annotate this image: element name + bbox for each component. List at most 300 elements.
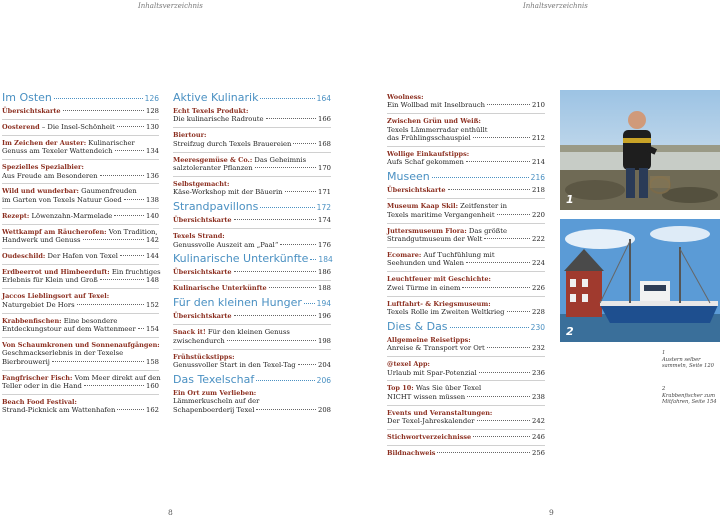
toc-entry[interactable]: [387, 150, 545, 167]
dot-leader: [467, 396, 530, 397]
entry-label: Ein Ort zum Verlieben:: [173, 388, 257, 397]
toc-column-2: [173, 91, 331, 418]
entry-page-number: 144: [146, 251, 159, 260]
dot-leader: [448, 189, 530, 190]
entry-divider: [387, 198, 545, 199]
toc-entry[interactable]: [387, 336, 545, 353]
entry-label: Biertour:: [173, 131, 207, 140]
toc-entry[interactable]: [387, 449, 545, 457]
dot-leader: [507, 311, 530, 312]
toc-entry[interactable]: [173, 156, 331, 173]
entry-page-number: 232: [532, 344, 545, 353]
toc-section-heading[interactable]: [173, 296, 331, 309]
toc-entry[interactable]: [387, 202, 545, 219]
entry-first-line: [173, 353, 331, 361]
entry-line-text: Texels maritime Vergangenheit: [387, 210, 495, 219]
photo-oyster-gatherer: [560, 90, 720, 210]
toc-section-heading[interactable]: [387, 320, 545, 333]
entry-first-line: [387, 202, 545, 210]
entry-last-line: [2, 196, 159, 204]
toc-entry[interactable]: [2, 374, 159, 391]
toc-entry[interactable]: [173, 353, 331, 370]
entry-page-number: 170: [318, 164, 331, 173]
toc-entry[interactable]: [173, 328, 331, 345]
section-title: Museen: [387, 170, 430, 184]
entry-line-text: Handwerk und Genuss: [2, 236, 81, 245]
entry-first-line: [387, 409, 545, 417]
entry-line-text: Naturgebiet De Hors: [2, 300, 75, 309]
entry-first-line: [387, 275, 545, 283]
entry-first-line: [387, 300, 545, 308]
entry-page-number: 204: [318, 360, 331, 369]
toc-entry[interactable]: [387, 433, 545, 441]
entry-label: Selbstgemacht:: [173, 179, 230, 188]
entry-label: Übersichtskarte: [173, 268, 232, 277]
dot-leader: [266, 118, 317, 119]
entry-first-line: [387, 360, 545, 368]
entry-page-number: 222: [532, 234, 545, 243]
dot-leader: [473, 436, 530, 437]
dot-leader: [285, 191, 316, 192]
caption-line: Mitfahren, Seite 154: [662, 399, 717, 405]
entry-line-text: Erlebnis für Klein und Groß: [2, 276, 98, 285]
entry-line-text: Aus Freude am Besonderen: [2, 171, 98, 180]
entry-divider: [2, 159, 159, 160]
entry-line-text: Bierbrouwerij: [2, 357, 50, 366]
toc-entry[interactable]: [387, 251, 545, 268]
entry-text: Für den kleinen Genuss: [207, 328, 290, 337]
entry-label: Woolness:: [387, 93, 424, 101]
entry-label: Oosterend: [2, 122, 40, 131]
entry-first-line: [173, 131, 331, 139]
entry-last-line: [2, 172, 159, 180]
entry-page-number: 228: [532, 307, 545, 316]
entry-page-number: 198: [318, 336, 331, 345]
entry-page-number: 220: [532, 210, 545, 219]
entry-page-number: 188: [318, 284, 331, 293]
entry-last-line: [2, 147, 159, 155]
entry-last-line: [173, 406, 331, 414]
section-title: Aktive Kulinarik: [173, 91, 259, 104]
entry-divider: [2, 208, 159, 209]
entry-page-number: 162: [146, 406, 159, 415]
entry-last-line: [2, 325, 159, 333]
entry-first-line: [2, 374, 159, 382]
toc-section-heading[interactable]: [2, 91, 159, 104]
toc-entry[interactable]: [173, 232, 331, 249]
entry-single-line: [387, 186, 545, 194]
dot-leader: [466, 161, 530, 162]
toc-entry[interactable]: [387, 300, 545, 317]
entry-line-text: Genussvolle Auszeit am „Paal“: [173, 240, 279, 249]
photo-caption-2: [662, 386, 720, 406]
entry-label: Übersichtskarte: [173, 216, 232, 225]
entry-first-line: [173, 389, 331, 397]
toc-entry[interactable]: [173, 284, 331, 292]
toc-section-heading[interactable]: [173, 373, 331, 386]
entry-divider: [173, 324, 331, 325]
entry-line-text: Genuss am Texeler Wattendeich: [2, 147, 113, 156]
entry-label: Echt Texels Produkt:: [173, 107, 249, 115]
toc-entry[interactable]: [2, 123, 159, 131]
entry-last-line: [173, 241, 331, 249]
entry-page-number: 130: [146, 122, 159, 131]
entry-divider: [387, 445, 545, 446]
entry-page-number: 246: [532, 433, 545, 442]
entry-divider: [173, 152, 331, 153]
running-header-right: Inhaltsverzeichnis: [523, 2, 588, 10]
entry-last-line: [387, 211, 545, 219]
entry-divider: [2, 119, 159, 120]
entry-label: Top 10:: [387, 384, 414, 393]
entry-line-text: Seehunden und Walen: [387, 259, 465, 268]
entry-label: Bildnachweis: [387, 448, 436, 457]
toc-entry[interactable]: [2, 212, 159, 220]
entry-page-number: 140: [146, 211, 159, 220]
toc-entry[interactable]: [173, 107, 331, 124]
entry-line-text: Ein Wollbad mit Inselbrauch: [387, 101, 486, 110]
entry-text: Das größte: [468, 226, 508, 235]
section-page-number: 230: [530, 322, 545, 332]
entry-text: Auf Tuchfühlung mit: [423, 250, 495, 259]
entry-divider: [2, 394, 159, 395]
entry-divider: [173, 228, 331, 229]
entry-line-text: Der Texel-Jahreskalender: [387, 417, 475, 426]
entry-line-text: zwischendurch: [173, 336, 225, 345]
entry-label: Meeresgemüse & Co.:: [173, 155, 253, 164]
entry-page-number: 224: [532, 259, 545, 268]
entry-line-text: das Frühlingsschauspiel: [387, 134, 471, 143]
dot-leader: [227, 340, 316, 341]
entry-last-line: [2, 301, 159, 309]
entry-single-line: [387, 433, 545, 441]
section-title: Für den kleinen Hunger: [173, 296, 302, 310]
entry-page-number: 166: [318, 115, 331, 124]
entry-divider: [2, 288, 159, 289]
entry-label: Events und Veranstaltungen:: [387, 408, 493, 417]
entry-divider: [387, 356, 545, 357]
caption-line: Krabbenfischer zum: [662, 392, 716, 399]
entry-first-line: [173, 156, 331, 164]
entry-divider: [2, 183, 159, 184]
dot-leader: [100, 175, 145, 176]
section-page-number: 172: [316, 203, 331, 213]
section-page-number: 184: [318, 255, 333, 265]
entry-single-line: [173, 284, 331, 292]
dot-leader: [63, 110, 144, 111]
entry-divider: [387, 296, 545, 297]
entry-text: Kulinarischer: [88, 138, 135, 147]
entry-line: Texels Lämmerradar enthüllt: [387, 125, 488, 134]
entry-first-line: [173, 180, 331, 188]
entry-page-number: 148: [146, 276, 159, 285]
entry-page-number: 134: [146, 147, 159, 156]
entry-page-number: 210: [532, 101, 545, 110]
entry-first-line: [387, 93, 545, 101]
entry-divider: [387, 247, 545, 248]
entry-label: Texels Strand:: [173, 232, 225, 241]
dot-leader: [437, 452, 530, 453]
dot-leader: [255, 167, 316, 168]
toc-entry[interactable]: [387, 227, 545, 244]
entry-page-number: 238: [532, 392, 545, 401]
toc-column-3: [387, 93, 545, 461]
entry-last-line: [2, 236, 159, 244]
dot-leader: [234, 271, 316, 272]
entry-first-line: [387, 336, 545, 344]
dot-leader: [466, 262, 530, 263]
dot-leader: [84, 385, 144, 386]
entry-label: Frühstückstipps:: [173, 352, 235, 361]
entry-divider: [387, 271, 545, 272]
entry-divider: [2, 135, 159, 136]
running-header-left: Inhaltsverzeichnis: [138, 2, 203, 10]
entry-divider: [173, 349, 331, 350]
toc-entry[interactable]: [387, 93, 545, 110]
entry-line-text: Die kulinarische Radroute: [173, 115, 264, 124]
dot-leader: [54, 98, 143, 99]
oyster-gatherer-image: [560, 90, 720, 210]
toc-section-heading[interactable]: [173, 252, 331, 265]
dot-leader: [304, 303, 315, 304]
entry-page-number: 226: [532, 283, 545, 292]
dot-leader: [115, 150, 144, 151]
section-page-number: 216: [530, 173, 545, 183]
entry-line-text: Zwei Türme in einem: [387, 283, 461, 292]
toc-entry[interactable]: [2, 398, 159, 415]
entry-last-line: [2, 276, 159, 284]
entry-label: Fangfrischer Fisch:: [2, 373, 73, 382]
section-title: Das Texelschaf: [173, 372, 255, 386]
entry-label: Rezept:: [2, 211, 30, 220]
entry-last-line: [173, 188, 331, 196]
entry-page-number: 152: [146, 300, 159, 309]
entry-first-line: [173, 328, 331, 336]
entry-last-line: [387, 284, 545, 292]
dot-leader: [260, 207, 314, 208]
entry-page-number: 171: [318, 188, 331, 197]
entry-page-number: 128: [146, 107, 159, 115]
entry-text: Von Tradition,: [108, 227, 158, 236]
toc-entry[interactable]: [2, 252, 159, 260]
entry-page-number: 136: [146, 171, 159, 180]
entry-page-number: 186: [318, 268, 331, 277]
entry-single-line: [173, 216, 331, 224]
entry-line-text: Urlaub mit Spar-Potenzial: [387, 368, 477, 377]
toc-entry[interactable]: [2, 292, 159, 309]
entry-single-line: [387, 449, 545, 457]
dot-leader: [83, 239, 144, 240]
toc-entry[interactable]: [2, 228, 159, 245]
entry-label: Krabbenfischen:: [2, 316, 62, 325]
entry-text: Das Geheimnis: [254, 155, 307, 164]
toc-entry[interactable]: [2, 187, 159, 204]
entry-page-number: 174: [318, 216, 331, 225]
entry-line-text: salztoleranter Pflanzen: [173, 164, 253, 173]
toc-column-1: [2, 91, 159, 418]
entry-first-line: [387, 150, 545, 158]
entry-single-line: [2, 123, 159, 131]
entry-label: Spezielles Spezialbier:: [2, 163, 84, 172]
toc-entry[interactable]: [173, 312, 331, 320]
entry-text: Der Hafen von Texel: [47, 251, 118, 260]
entry-line: Geschmackserlebnis in der Texelse: [2, 349, 124, 358]
entry-first-line: [2, 187, 159, 195]
toc-entry[interactable]: [173, 216, 331, 224]
caption-number: 1: [662, 350, 666, 356]
entry-label: Übersichtskarte: [173, 312, 232, 321]
entry-text: Was Sie über Texel: [415, 384, 482, 393]
dot-leader: [117, 126, 144, 127]
dot-leader: [269, 287, 316, 288]
entry-first-line: [387, 251, 545, 259]
toc-entry[interactable]: [2, 268, 159, 285]
entry-last-line: [173, 140, 331, 148]
dot-leader: [487, 104, 530, 105]
entry-last-line: [387, 134, 545, 142]
toc-entry[interactable]: [387, 117, 545, 142]
entry-first-line: [2, 317, 159, 325]
entry-divider: [2, 337, 159, 338]
entry-page-number: 256: [532, 448, 545, 457]
entry-divider: [2, 370, 159, 371]
entry-text: Eine besondere: [63, 316, 118, 325]
entry-page-number: 142: [146, 236, 159, 245]
toc-entry[interactable]: [2, 317, 159, 334]
toc-entry[interactable]: [2, 107, 159, 115]
entry-page-number: 158: [146, 357, 159, 366]
toc-entry[interactable]: [173, 389, 331, 414]
entry-label: Leuchtfeuer mit Geschichte:: [387, 275, 491, 284]
dot-leader: [77, 304, 144, 305]
caption-number: 2: [662, 386, 666, 392]
entry-page-number: 196: [318, 312, 331, 321]
entry-line-text: Anreise & Transport vor Ort: [387, 344, 485, 353]
toc-entry[interactable]: [387, 384, 545, 401]
entry-last-line: [387, 344, 545, 352]
entry-label: Von Schaumkronen und Sonnenaufgängen:: [2, 340, 160, 349]
entry-divider: [387, 405, 545, 406]
toc-entry[interactable]: [387, 186, 545, 194]
entry-label: Erdbeerrot und Himbeerduft:: [2, 267, 110, 276]
entry-line-text: im Garten von Texels Natuur Goed: [2, 195, 122, 204]
entry-single-line: [2, 212, 159, 220]
section-title: Strandpavillons: [173, 200, 259, 214]
entry-line-text: NICHT wissen müssen: [387, 392, 466, 401]
entry-last-line: [173, 115, 331, 123]
dot-leader: [298, 364, 316, 365]
entry-page-number: 212: [532, 134, 545, 143]
toc-section-heading[interactable]: [173, 200, 331, 213]
entry-page-number: 160: [146, 381, 159, 390]
dot-leader: [280, 244, 316, 245]
caption-line: Austern selber: [662, 356, 701, 363]
harbour-boat-image: [560, 219, 720, 342]
entry-label: Übersichtskarte: [2, 107, 61, 115]
entry-first-line: [173, 107, 331, 115]
entry-first-line: [2, 139, 159, 147]
entry-label: @texel App:: [387, 360, 430, 369]
toc-entry[interactable]: [2, 341, 159, 366]
entry-last-line: [2, 358, 159, 366]
toc-section-heading[interactable]: [173, 91, 331, 104]
dot-leader: [52, 361, 144, 362]
entry-page-number: 242: [532, 417, 545, 426]
entry-label: Wild und wunderbar:: [2, 187, 79, 196]
dot-leader: [234, 219, 316, 220]
entry-divider: [387, 223, 545, 224]
toc-entry[interactable]: [387, 360, 545, 377]
entry-line-text: Käse-Workshop mit der Bäuerin: [173, 188, 283, 197]
entry-last-line: [387, 417, 545, 425]
entry-label: Wettkampf am Räucherofen:: [2, 227, 107, 236]
toc-entry[interactable]: [173, 180, 331, 197]
entry-label: Luftfahrt- & Kriegsmuseum:: [387, 299, 491, 308]
entry-line-text: Aufs Schaf gekommen: [387, 158, 464, 167]
entry-last-line: [2, 382, 159, 390]
toc-entry[interactable]: [2, 163, 159, 180]
entry-divider: [387, 113, 545, 114]
dot-leader: [124, 199, 144, 200]
section-page-number: 164: [316, 94, 331, 103]
entry-label: Allgemeine Reisetipps:: [387, 335, 471, 344]
page-number-left: 8: [168, 508, 173, 517]
dot-leader: [234, 315, 316, 316]
entry-page-number: 236: [532, 368, 545, 377]
entry-first-line: [2, 341, 159, 349]
entry-page-number: 218: [532, 186, 545, 195]
entry-label: Jaccos Lieblingsort auf Texel:: [2, 292, 110, 301]
dot-leader: [260, 98, 314, 99]
entry-label: Zwischen Grün und Weiß:: [387, 117, 481, 126]
toc-entry[interactable]: [387, 275, 545, 292]
caption-line: sammeln, Seite 120: [662, 363, 714, 369]
entry-label: Wollige Einkaufstipps:: [387, 150, 470, 159]
entry-first-line: [387, 227, 545, 235]
dot-leader: [497, 214, 530, 215]
entry-line-text: Texels Rolle im Zweiten Weltkrieg: [387, 307, 505, 316]
dot-leader: [138, 328, 144, 329]
entry-label: Kulinarische Unterkünfte: [173, 284, 267, 293]
section-title: Dies & Das: [387, 319, 448, 333]
entry-label: Stichwortverzeichnisse: [387, 433, 472, 442]
entry-single-line: [2, 107, 159, 115]
toc-section-heading[interactable]: [387, 170, 545, 183]
entry-last-line: [173, 361, 331, 369]
toc-entry[interactable]: [387, 409, 545, 426]
entry-first-line: [387, 117, 545, 125]
entry-last-line: [387, 308, 545, 316]
photo-badge-2: 2: [566, 325, 574, 338]
entry-first-line: [2, 292, 159, 300]
entry-line-text: Strand-Picknick am Wattenhafen: [2, 406, 116, 415]
toc-entry[interactable]: [173, 268, 331, 276]
entry-label: Juttersmuseum Flora:: [387, 226, 467, 235]
dot-leader: [114, 215, 144, 216]
entry-last-line: [173, 164, 331, 172]
dot-leader: [473, 137, 530, 138]
entry-page-number: 138: [146, 195, 159, 204]
entry-label: Oudeschild:: [2, 251, 46, 260]
entry-first-line: [2, 163, 159, 171]
dot-leader: [450, 327, 529, 328]
photo-badge-1: 1: [566, 193, 574, 206]
entry-label: Museum Kaap Skil:: [387, 202, 458, 211]
toc-entry[interactable]: [2, 139, 159, 156]
entry-divider: [173, 127, 331, 128]
entry-label: Snack it!: [173, 328, 206, 337]
toc-entry[interactable]: [173, 131, 331, 148]
